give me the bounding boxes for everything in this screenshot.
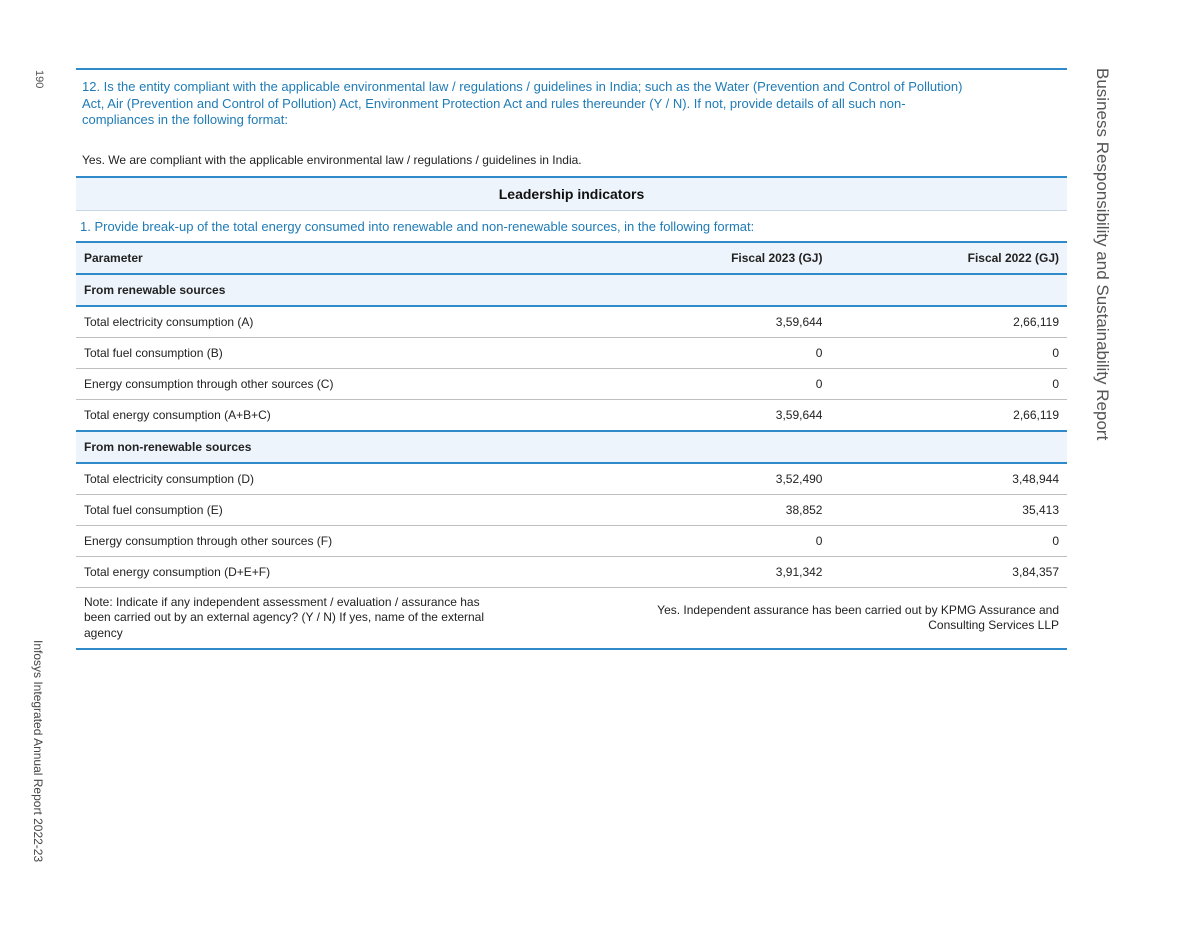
table-row-total (76, 557, 1067, 588)
table-header-row (76, 243, 1067, 274)
table-row (76, 463, 1067, 495)
report-title-vertical: Infosys Integrated Annual Report 2022-23 (31, 640, 45, 863)
note-label: Note: Indicate if any independent assessment / evaluation / assurance has been carried out by an external agency? (Y / N) If yes, name of the external agency (76, 588, 594, 650)
value-2023: 38,852 (594, 495, 830, 526)
question-1: 1. Provide break-up of the total energy consumed into renewable and non-renewable sources, in the following format: (76, 211, 1067, 243)
note-row (76, 588, 1067, 650)
row-label: Total fuel consumption (E) (76, 495, 594, 526)
question-12: 12. Is the entity compliant with the applicable environmental law / regulations / guidelines in India; such as the Water (Prevention and Control of Pollution) Act, Air (Prevention and Control of Pollution) Act, Environment Protection Act and rules thereunder (Y / N). If not, provide details of all such non-compliances in the following format: (76, 68, 1067, 139)
value-2022: 35,413 (830, 495, 1067, 526)
value-2022: 3,48,944 (830, 463, 1067, 495)
table-row (76, 338, 1067, 369)
value-2022: 3,84,357 (830, 557, 1067, 588)
nonrenewable-heading: From non-renewable sources (76, 431, 1067, 463)
table-row-total (76, 400, 1067, 432)
section-title-vertical: Business Responsibility and Sustainability Report (1093, 68, 1112, 441)
value-2022: 2,66,119 (830, 306, 1067, 338)
leadership-indicators-heading: Leadership indicators (76, 178, 1067, 211)
renewable-heading: From renewable sources (76, 274, 1067, 306)
value-2022: 0 (830, 369, 1067, 400)
answer-12: Yes. We are compliant with the applicable environmental law / regulations / guidelines in India. (76, 139, 1067, 178)
energy-table (76, 243, 1067, 650)
row-label: Total fuel consumption (B) (76, 338, 594, 369)
section-row-nonrenewable (76, 431, 1067, 463)
value-2023: 3,91,342 (594, 557, 830, 588)
page-content (76, 68, 1067, 650)
row-label: Energy consumption through other sources (C) (76, 369, 594, 400)
table-row (76, 306, 1067, 338)
table-row (76, 495, 1067, 526)
page-number: 190 (33, 70, 45, 89)
value-2023: 3,52,490 (594, 463, 830, 495)
value-2022: 0 (830, 338, 1067, 369)
row-label: Total energy consumption (D+E+F) (76, 557, 594, 588)
value-2023: 0 (594, 526, 830, 557)
row-label: Total electricity consumption (A) (76, 306, 594, 338)
value-2022: 2,66,119 (1013, 408, 1059, 422)
header-fiscal-2022: Fiscal 2022 (GJ) (830, 243, 1067, 274)
row-label: Total electricity consumption (D) (76, 463, 594, 495)
row-label: Total energy consumption (A+B+C) (84, 408, 271, 422)
value-2023: 3,59,644 (594, 306, 830, 338)
table-row (76, 369, 1067, 400)
note-value: Yes. Independent assurance has been carried out by KPMG Assurance and Consulting Services LLP (594, 588, 1067, 650)
header-fiscal-2023: Fiscal 2023 (GJ) (594, 243, 830, 274)
value-2023: 0 (594, 369, 830, 400)
value-2023: 3,59,644 (775, 408, 823, 422)
row-label: Energy consumption through other sources (F) (76, 526, 594, 557)
table-row (76, 526, 1067, 557)
value-2023: 0 (594, 338, 830, 369)
value-2022: 0 (830, 526, 1067, 557)
header-parameter: Parameter (76, 243, 594, 274)
section-row-renewable (76, 274, 1067, 306)
